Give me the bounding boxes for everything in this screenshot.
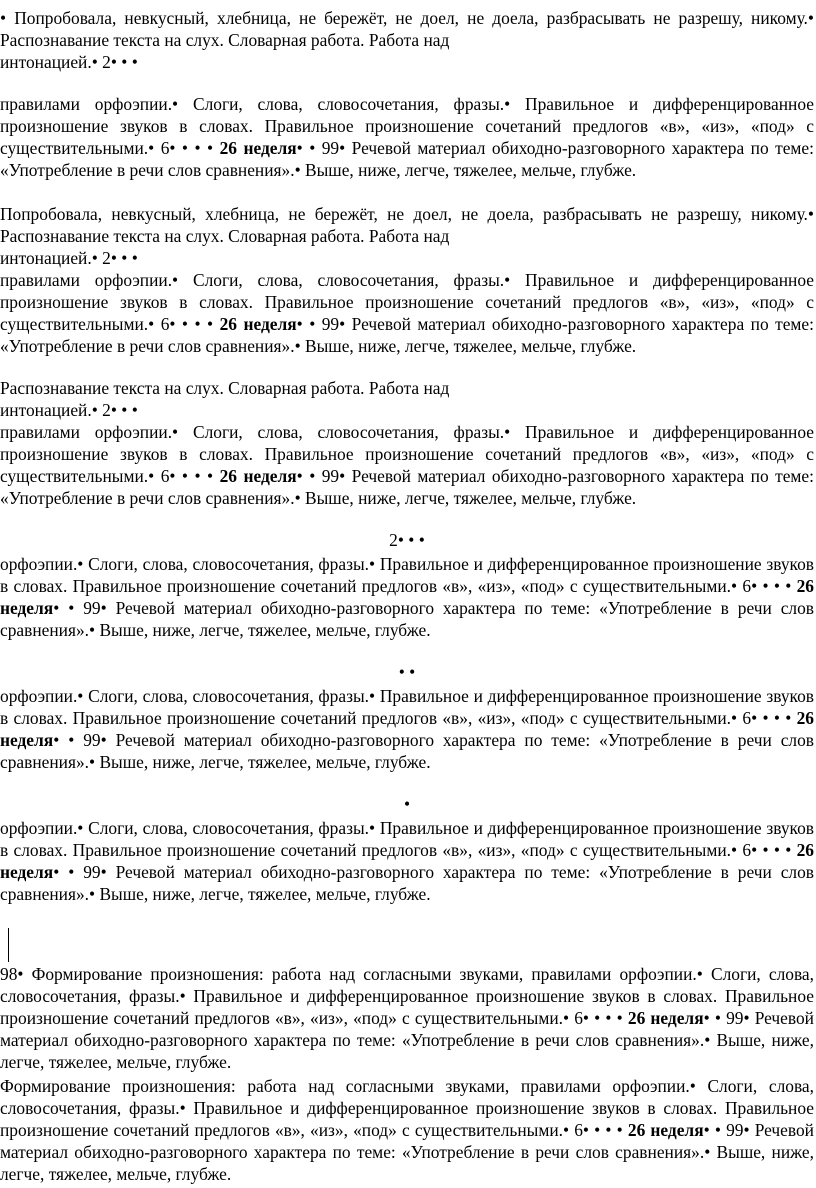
centered-marker: • • <box>398 662 416 682</box>
paragraph-5: Распознавание текста на слух. Словарная работа. Работа над интонацией.• 2• • • <box>0 378 450 420</box>
week-label: 26 неделя <box>627 1119 704 1140</box>
week-label: 26 неделя <box>0 707 814 750</box>
centered-marker: • <box>403 794 411 814</box>
week-label: 26 неделя <box>219 313 297 334</box>
paragraph-7: орфоэпии.• Слоги, слова, словосочетания, фразы.• Правильное и дифференцированное произношение звуков в словах. Правильное произношение сочетаний предлогов «в», «из», «под» с существительными.• 6• • • • 26 неделя• • 99• Речевой материал обиходно-разговорного характера по теме: «Употребление в речи слов сравнения».• Выше, ниже, легче, тяжелее, мельче, глубже. <box>0 554 814 640</box>
paragraph-6: правилами орфоэпии.• Слоги, слова, словосочетания, фразы.• Правильное и дифференцированное произношение звуков в словах. Правильное произношение сочетаний предлогов «в», «из», «под» с существительными.• 6• • • • 26 неделя• • 99• Речевой материал обиходно-разговорного характера по теме: «Употребление в речи слов сравнения».• Выше, ниже, легче, тяжелее, мельче, глубже. <box>0 422 814 508</box>
paragraph-8: орфоэпии.• Слоги, слова, словосочетания, фразы.• Правильное и дифференцированное произношение звуков в словах. Правильное произношение сочетаний предлогов «в», «из», «под» с существительными.• 6• • • • 26 неделя• • 99• Речевой материал обиходно-разговорного характера по теме: «Употребление в речи слов сравнения».• Выше, ниже, легче, тяжелее, мельче, глубже. <box>0 686 814 772</box>
week-label: 26 неделя <box>627 1007 704 1028</box>
week-label: 26 неделя <box>0 575 814 618</box>
paragraph-2: правилами орфоэпии.• Слоги, слова, словосочетания, фразы.• Правильное и дифференцированное произношение звуков в словах. Правильное произношение сочетаний предлогов «в», «из», «под» с существительными.• 6• • • • 26 неделя• • 99• Речевой материал обиходно-разговорного характера по теме: «Употребление в речи слов сравнения».• Выше, ниже, легче, тяжелее, мельче, глубже. <box>0 94 814 180</box>
week-label: 26 неделя <box>0 839 814 882</box>
paragraph-10: 98• Формирование произношения: работа над согласными звуками, правилами орфоэпии.• Слоги, слова, словосочетания, фразы.• Правильное и дифференцированное произношение звуков в словах. Правильное произношение сочетаний предлогов «в», «из», «под» с существительными.• 6• • • • 26 неделя• • 99• Речевой материал обиходно-разговорного характера по теме: «Употребление в речи слов сравнения».• Выше, ниже, легче, тяжелее, мельче, глубже. <box>0 964 814 1072</box>
paragraph-4: правилами орфоэпии.• Слоги, слова, словосочетания, фразы.• Правильное и дифференцированное произношение звуков в словах. Правильное произношение сочетаний предлогов «в», «из», «под» с существительными.• 6• • • • 26 неделя• • 99• Речевой материал обиходно-разговорного характера по теме: «Употребление в речи слов сравнения».• Выше, ниже, легче, тяжелее, мельче, глубже. <box>0 270 814 356</box>
centered-marker: 2• • • <box>389 530 425 550</box>
week-label: 26 неделя <box>219 465 297 486</box>
text-cursor-line <box>8 928 9 962</box>
paragraph-9: орфоэпии.• Слоги, слова, словосочетания, фразы.• Правильное и дифференцированное произношение звуков в словах. Правильное произношение сочетаний предлогов «в», «из», «под» с существительными.• 6• • • • 26 неделя• • 99• Речевой материал обиходно-разговорного характера по теме: «Употребление в речи слов сравнения».• Выше, ниже, легче, тяжелее, мельче, глубже. <box>0 818 814 904</box>
paragraph-3: Попробовала, невкусный, хлебница, не бережёт, не доел, не доела, разбрасывать не разрешу, никому.• Распознавание текста на слух. Словарная работа. Работа над интонацией.• 2• • • <box>0 204 814 268</box>
paragraph-1: • Попробовала, невкусный, хлебница, не бережёт, не доел, не доела, разбрасывать не разрешу, никому.• Распознавание текста на слух. Словарная работа. Работа над интонацией.• 2• • • <box>0 8 814 72</box>
paragraph-11: Формирование произношения: работа над согласными звуками, правилами орфоэпии.• Слоги, слова, словосочетания, фразы.• Правильное и дифференцированное произношение звуков в словах. Правильное произношение сочетаний предлогов «в», «из», «под» с существительными.• 6• • • • 26 неделя• • 99• Речевой материал обиходно-разговорного характера по теме: «Употребление в речи слов сравнения».• Выше, ниже, легче, тяжелее, мельче, глубже. <box>0 1076 814 1184</box>
week-label: 26 неделя <box>219 137 297 158</box>
